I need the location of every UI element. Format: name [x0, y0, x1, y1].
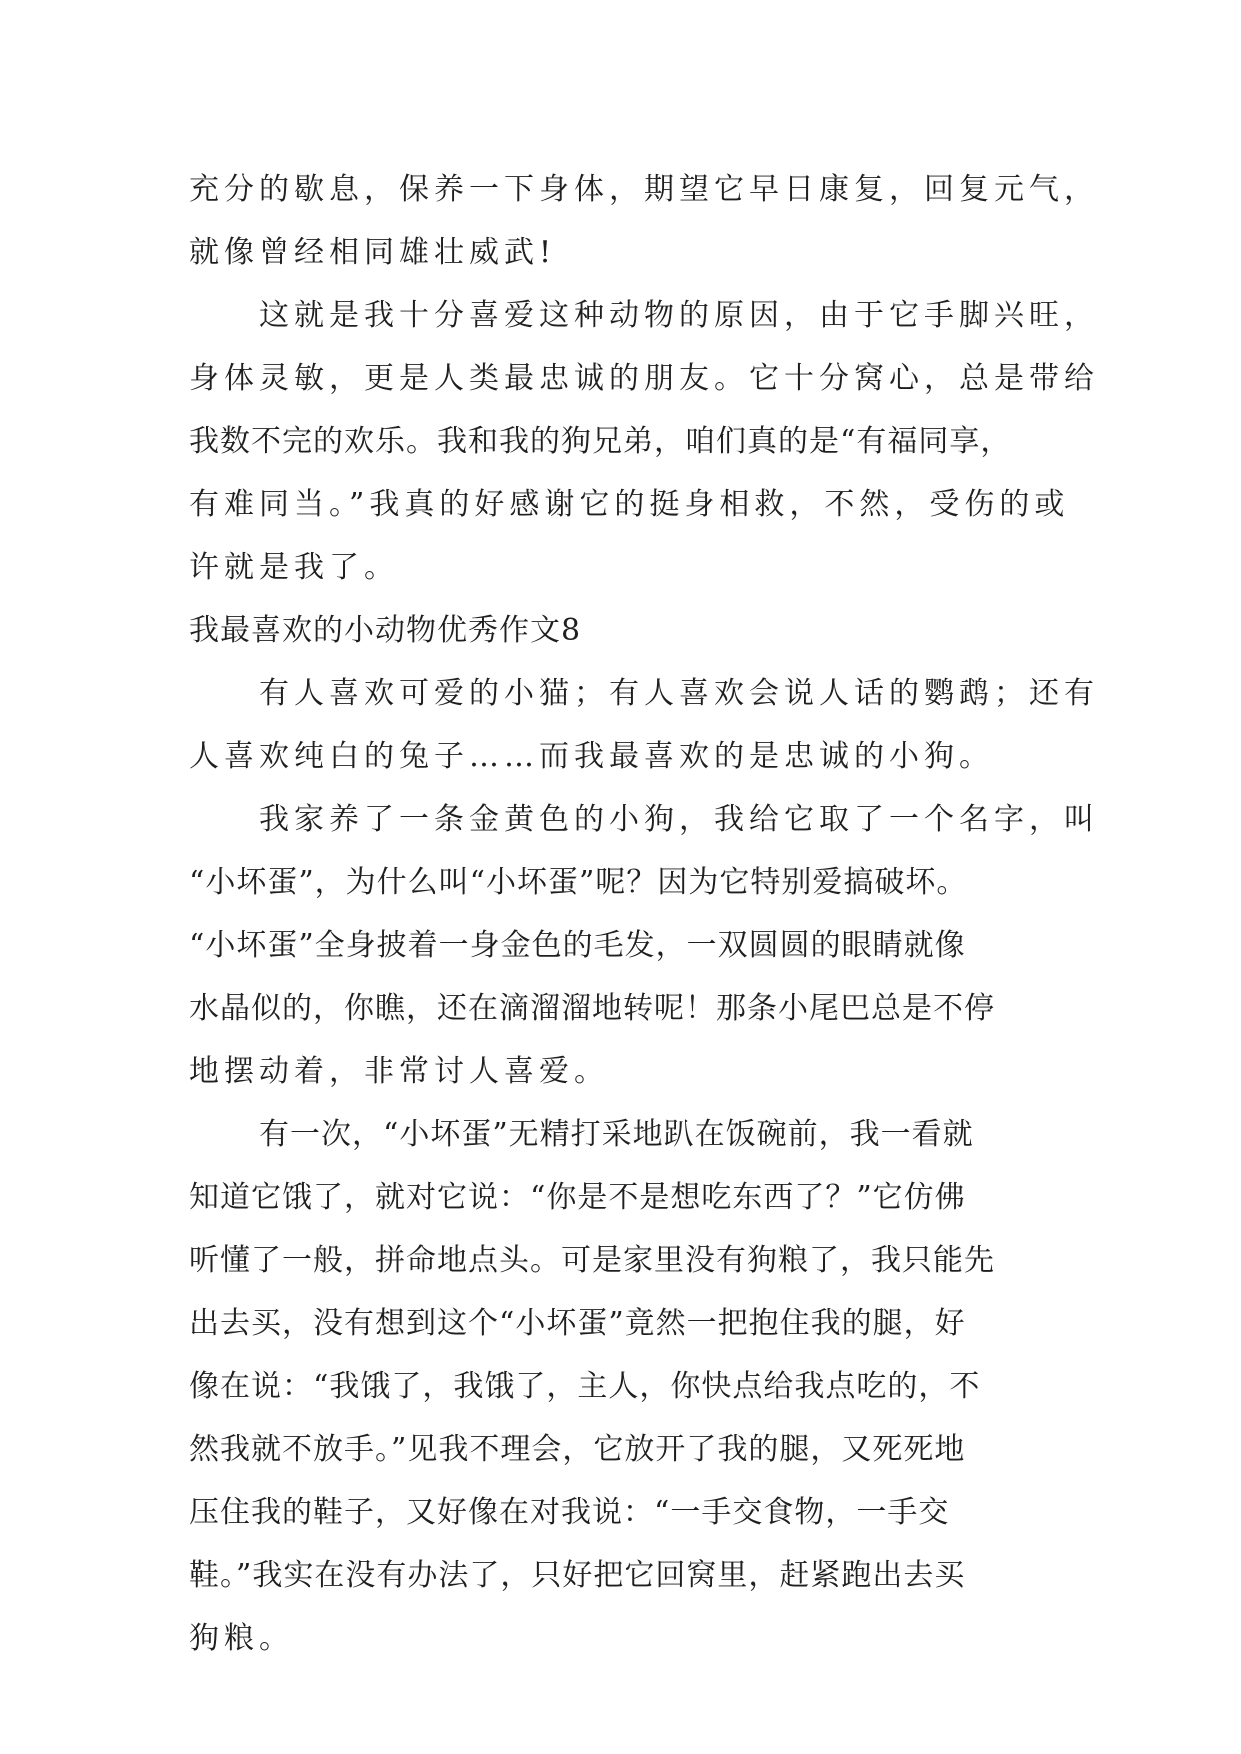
paragraph-line: 有一次，“小坏蛋”无精打采地趴在饭碗前，我一看就 — [259, 1117, 974, 1152]
paragraph-line: 鞋。”我实在没有办法了，只好把它回窝里，赶紧跑出去买 — [189, 1558, 966, 1593]
paragraph-line: 像在说：“我饿了，我饿了，主人，你快点给我点吃的，不 — [189, 1369, 981, 1404]
paragraph-line: 就像曾经相同雄壮威武! — [189, 235, 557, 270]
paragraph-line: 这就是我十分喜爱这种动物的原因，由于它手脚兴旺， — [259, 298, 1099, 333]
paragraph-line: 许就是我了。 — [189, 550, 399, 585]
paragraph-line: 压住我的鞋子，又好像在对我说：“一手交食物，一手交 — [189, 1495, 950, 1530]
essay-text — [189, 158, 1099, 1670]
paragraph-line: 有人喜欢可爱的小猫；有人喜欢会说人话的鹦鹉；还有 — [259, 676, 1099, 711]
paragraph-line: 狗粮。 — [189, 1621, 294, 1656]
paragraph-line: 出去买，没有想到这个“小坏蛋”竟然一把抱住我的腿，好 — [189, 1306, 966, 1341]
paragraph-line: “小坏蛋”，为什么叫“小坏蛋”呢？因为它特别爱搞破坏。 — [189, 865, 968, 900]
paragraph-line: 地摆动着，非常讨人喜爱。 — [189, 1054, 609, 1089]
paragraph-line: 身体灵敏，更是人类最忠诚的朋友。它十分窝心，总是带给 — [189, 361, 1099, 396]
paragraph-line: 听懂了一般，拼命地点头。可是家里没有狗粮了，我只能先 — [189, 1243, 995, 1278]
paragraph-line: 我数不完的欢乐。我和我的狗兄弟，咱们真的是“有福同享， — [189, 424, 1012, 459]
paragraph-line: “小坏蛋”全身披着一身金色的毛发，一双圆圆的眼睛就像 — [189, 928, 966, 963]
section-heading: 我最喜欢的小动物优秀作文8 — [189, 613, 582, 648]
paragraph-line: 然我就不放手。”见我不理会，它放开了我的腿，又死死地 — [189, 1432, 966, 1467]
paragraph-line: 有难同当。”我真的好感谢它的挺身相救，不然，受伤的或 — [189, 487, 1070, 522]
paragraph-line: 水晶似的，你瞧，还在滴溜溜地转呢！那条小尾巴总是不停 — [189, 991, 995, 1026]
paragraph-line: 知道它饿了，就对它说：“你是不是想吃东西了？”它仿佛 — [189, 1180, 966, 1215]
paragraph-line: 充分的歇息，保养一下身体，期望它早日康复，回复元气， — [189, 172, 1099, 207]
paragraph-line: 我家养了一条金黄色的小狗，我给它取了一个名字，叫 — [259, 802, 1099, 837]
paragraph-line: 人喜欢纯白的兔子……而我最喜欢的是忠诚的小狗。 — [189, 739, 994, 774]
